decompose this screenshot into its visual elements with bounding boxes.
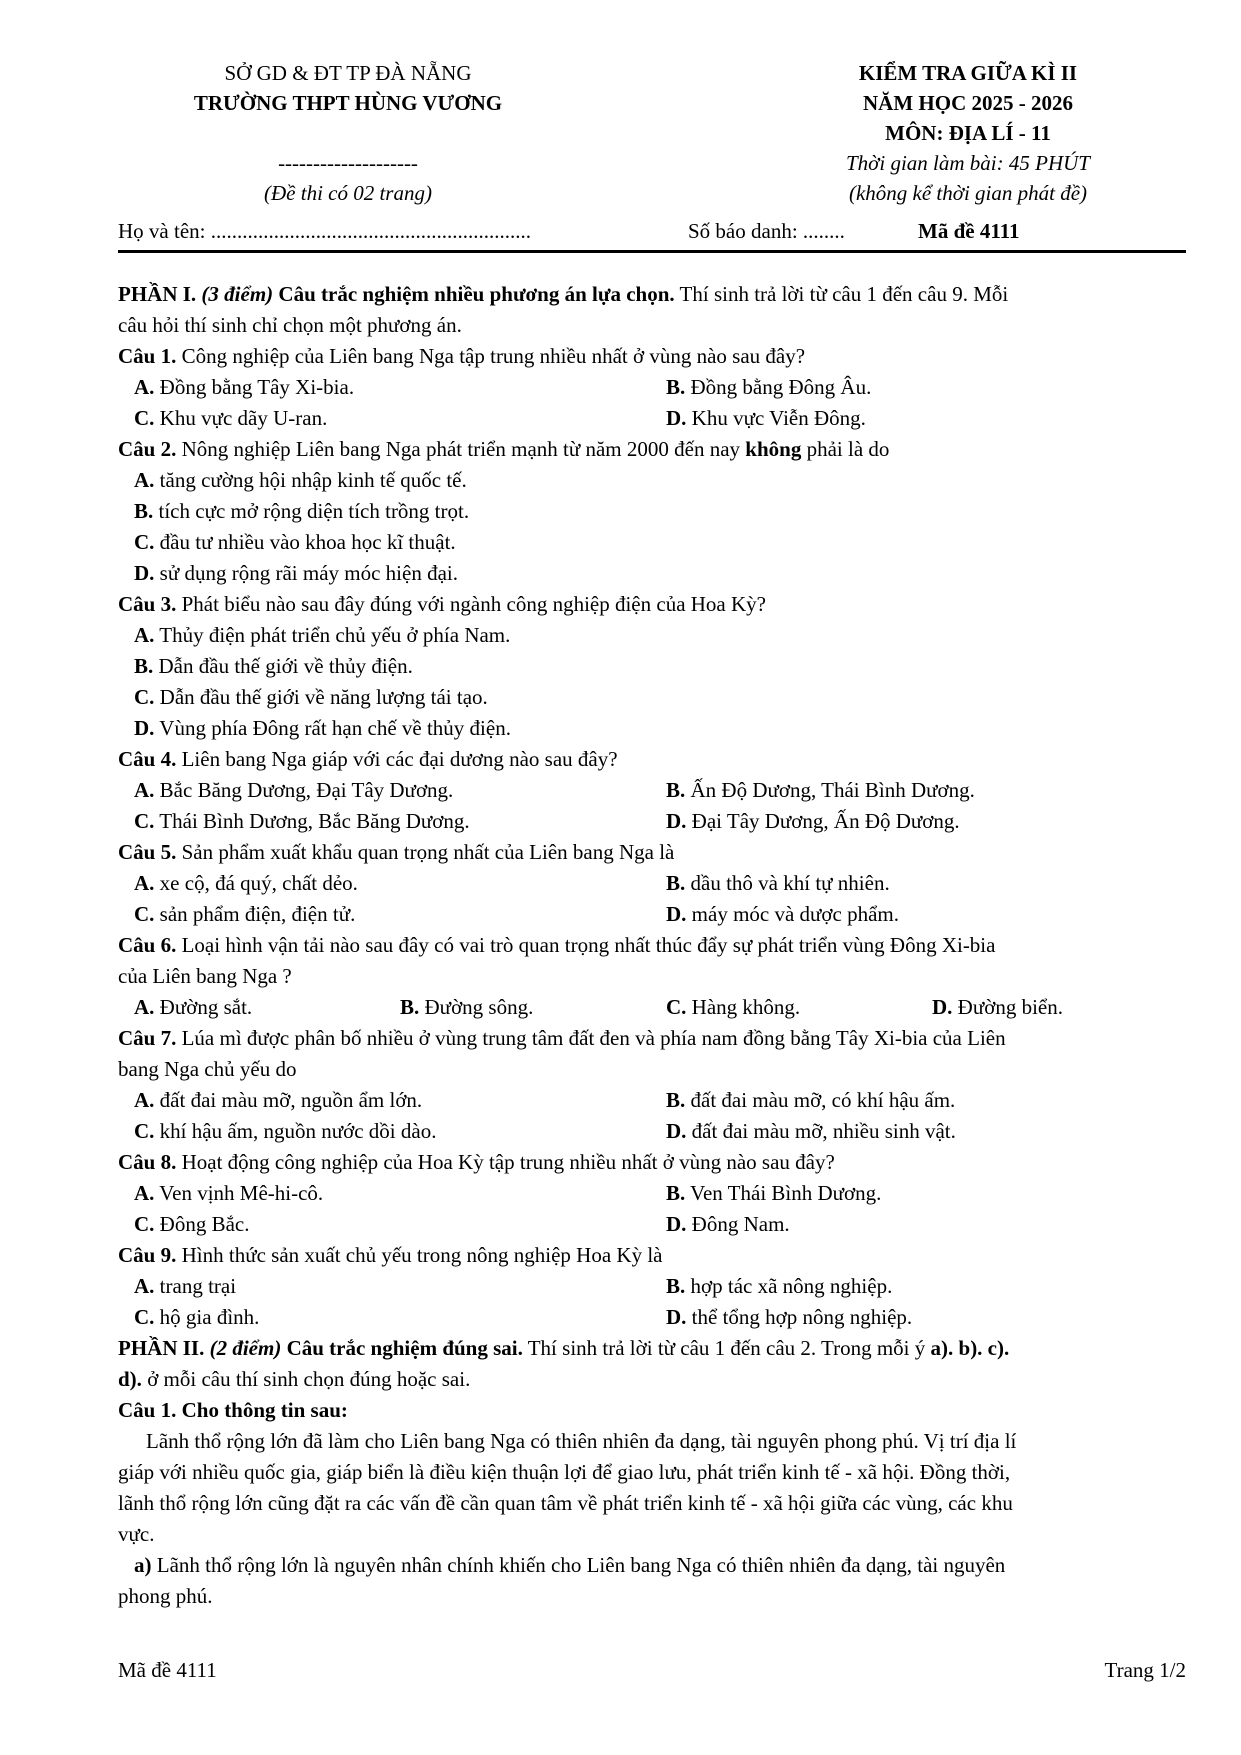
question-text: Hoạt động công nghiệp của Hoa Kỳ tập trung nhiều nhất ở vùng nào sau đây?	[176, 1150, 835, 1174]
option-a[interactable]: A. Bắc Băng Dương, Đại Tây Dương.	[134, 778, 454, 802]
part1-points: (3 điểm)	[201, 282, 274, 306]
options-row	[118, 1271, 1186, 1302]
options-row	[118, 1178, 1186, 1209]
option-a[interactable]: A. đất đai màu mỡ, nguồn ẩm lớn.	[134, 1088, 423, 1112]
part1-title: PHẦN I.	[118, 282, 197, 306]
question-9	[118, 1240, 1186, 1271]
duration: Thời gian làm bài: 45 PHÚT	[846, 151, 1090, 175]
candidate-number-field: Số báo danh: ........	[688, 219, 845, 243]
name-field: Họ và tên: .............................................................	[118, 219, 531, 243]
option-a[interactable]: A. Đồng bằng Tây Xi-bia.	[134, 375, 355, 399]
options-row	[118, 403, 1186, 434]
options-row	[118, 1302, 1186, 1333]
option-b[interactable]: B. hợp tác xã nông nghiệp.	[666, 1274, 893, 1298]
question-label: Câu 1.	[118, 344, 177, 368]
question-label: Câu 4.	[118, 747, 177, 771]
option-a[interactable]: A. Thủy điện phát triển chủ yếu ở phía Nam.	[134, 623, 511, 647]
subject: MÔN: ĐỊA LÍ - 11	[885, 121, 1051, 145]
question-text: Loại hình vận tải nào sau đây có vai trò quan trọng nhất thúc đẩy sự phát triển vùng Đông Xi-bia	[176, 933, 996, 957]
question-label: Câu 2.	[118, 437, 177, 461]
question-text: Lúa mì được phân bố nhiều ở vùng trung tâm đất đen và phía nam đồng bằng Tây Xi-bia của Liên	[176, 1026, 1006, 1050]
option-c[interactable]: C. hộ gia đình.	[134, 1305, 260, 1329]
part2-points: (2 điểm)	[209, 1336, 282, 1360]
exam-header	[118, 58, 1186, 208]
option-d[interactable]: D. sử dụng rộng rãi máy móc hiện đại.	[134, 561, 458, 585]
question-text-cont: bang Nga chủ yếu do	[118, 1057, 297, 1081]
option-d[interactable]: D. Khu vực Viễn Đông.	[666, 406, 866, 430]
question-7	[118, 1023, 1186, 1054]
option-d[interactable]: D. Đại Tây Dương, Ấn Độ Dương.	[666, 809, 960, 833]
passage-line: Lãnh thổ rộng lớn đã làm cho Liên bang Nga có thiên nhiên đa dạng, tài nguyên phong phú. Vị trí địa lí	[146, 1429, 1017, 1453]
option-d[interactable]: D. Vùng phía Đông rất hạn chế về thủy điện.	[134, 716, 511, 740]
options-row	[118, 1116, 1186, 1147]
option-c[interactable]: C. Thái Bình Dương, Bắc Băng Dương.	[134, 809, 470, 833]
part1-heading-text: Câu trắc nghiệm nhiều phương án lựa chọn.	[278, 282, 675, 306]
option-a[interactable]: A. tăng cường hội nhập kinh tế quốc tế.	[134, 468, 467, 492]
question-text-cont: của Liên bang Nga ?	[118, 964, 292, 988]
option-b[interactable]: B. Đường sông.	[400, 995, 534, 1019]
question-2	[118, 434, 1186, 465]
option-c[interactable]: C. Đông Bắc.	[134, 1212, 250, 1236]
option-b[interactable]: B. dầu thô và khí tự nhiên.	[666, 871, 890, 895]
option-d[interactable]: D. đất đai màu mỡ, nhiều sinh vật.	[666, 1119, 956, 1143]
school-name: TRƯỜNG THPT HÙNG VƯƠNG	[193, 91, 503, 115]
part2-heading-text: Câu trắc nghiệm đúng sai.	[286, 1336, 523, 1360]
statement-a[interactable]	[118, 1550, 1186, 1581]
statement-text-cont: phong phú.	[118, 1584, 213, 1608]
option-a[interactable]: A. xe cộ, đá quý, chất dẻo.	[134, 871, 358, 895]
options-row	[118, 868, 1186, 899]
department-name: SỞ GD & ĐT TP ĐÀ NẴNG	[224, 61, 472, 85]
option-a[interactable]: A. trang trại	[134, 1274, 237, 1298]
part2-title: PHẦN II.	[118, 1336, 205, 1360]
options-row	[118, 1085, 1186, 1116]
option-d[interactable]: D. Đông Nam.	[666, 1212, 790, 1236]
exam-page	[118, 58, 1186, 1612]
option-b[interactable]: B. tích cực mở rộng diện tích trồng trọt.	[134, 499, 470, 523]
option-d[interactable]: D. thể tổng hợp nông nghiệp.	[666, 1305, 913, 1329]
option-c[interactable]: C. sản phẩm điện, điện tử.	[134, 902, 356, 926]
question-label: Câu 5.	[118, 840, 177, 864]
option-b[interactable]: B. Ven Thái Bình Dương.	[666, 1181, 882, 1205]
statement-text: Lãnh thổ rộng lớn là nguyên nhân chính khiến cho Liên bang Nga có thiên nhiên đa dạng, tài nguyên	[151, 1553, 1006, 1577]
candidate-info-line	[118, 216, 1186, 253]
option-b[interactable]: B. đất đai màu mỡ, có khí hậu ấm.	[666, 1088, 956, 1112]
question-label: Câu 6.	[118, 933, 177, 957]
option-d[interactable]: D. máy móc và dược phẩm.	[666, 902, 900, 926]
question-text: Hình thức sản xuất chủ yếu trong nông nghiệp Hoa Kỳ là	[176, 1243, 663, 1267]
question-emphasis: không	[745, 437, 802, 461]
options-row	[118, 372, 1186, 403]
question-text: Phát biểu nào sau đây đúng với ngành công nghiệp điện của Hoa Kỳ?	[176, 592, 766, 616]
question-text-end: phải là do	[801, 437, 890, 461]
part2-question-1-heading: Câu 1. Cho thông tin sau:	[118, 1398, 348, 1422]
options-row	[118, 775, 1186, 806]
part2-instruction-bold-2: d).	[118, 1367, 142, 1391]
option-c[interactable]: C. Dẫn đầu thế giới về năng lượng tái tạo.	[134, 685, 488, 709]
header-right	[728, 58, 1208, 208]
question-6	[118, 930, 1186, 961]
options-row	[118, 899, 1186, 930]
part2-instruction-bold: a). b). c).	[930, 1336, 1010, 1360]
option-b[interactable]: B. Dẫn đầu thế giới về thủy điện.	[134, 654, 413, 678]
header-dashes: --------------------	[278, 151, 418, 175]
option-b[interactable]: B. Ấn Độ Dương, Thái Bình Dương.	[666, 778, 975, 802]
option-c[interactable]: C. Khu vực dãy U-ran.	[134, 406, 328, 430]
question-text: Sản phẩm xuất khẩu quan trọng nhất của Liên bang Nga là	[176, 840, 675, 864]
part2-instruction-2	[118, 1364, 1186, 1395]
options-row	[118, 992, 1186, 1023]
options-row	[118, 806, 1186, 837]
part1-heading	[118, 279, 1186, 310]
footer-exam-code: Mã đề 4111	[118, 1658, 217, 1682]
part2-instruction: Thí sinh trả lời từ câu 1 đến câu 2. Trong mỗi ý	[522, 1336, 931, 1360]
question-text: Nông nghiệp Liên bang Nga phát triển mạnh từ năm 2000 đến nay	[176, 437, 746, 461]
passage-line: vực.	[118, 1522, 155, 1546]
option-c[interactable]: C. đầu tư nhiều vào khoa học kĩ thuật.	[134, 530, 456, 554]
option-c[interactable]: C. Hàng không.	[666, 995, 801, 1019]
question-label: Câu 3.	[118, 592, 177, 616]
question-8	[118, 1147, 1186, 1178]
part2-heading	[118, 1333, 1186, 1364]
question-4	[118, 744, 1186, 775]
exam-title: KIỂM TRA GIỮA KÌ II	[858, 61, 1078, 85]
option-a[interactable]: A. Đường sắt.	[134, 995, 253, 1019]
part1-instruction-2: câu hỏi thí sinh chỉ chọn một phương án.	[118, 313, 462, 337]
option-b[interactable]: B. Đồng bằng Đông Âu.	[666, 375, 872, 399]
option-c[interactable]: C. khí hậu ấm, nguồn nước dồi dào.	[134, 1119, 437, 1143]
part1-instruction: Thí sinh trả lời từ câu 1 đến câu 9. Mỗi	[674, 282, 1009, 306]
question-5	[118, 837, 1186, 868]
passage-line: giáp với nhiều quốc gia, giáp biển là điều kiện thuận lợi để giao lưu, phát triển kinh tế - xã hội. Đồng thời,	[118, 1460, 1011, 1484]
question-label: Câu 8.	[118, 1150, 177, 1174]
question-label: Câu 7.	[118, 1026, 177, 1050]
question-1	[118, 341, 1186, 372]
passage-line: lãnh thổ rộng lớn cũng đặt ra các vấn đề cần quan tâm về phát triển kinh tế - xã hội giữa các vùng, các khu	[118, 1491, 1013, 1515]
footer-page-number: Trang 1/2	[1104, 1658, 1186, 1682]
question-text: Công nghiệp của Liên bang Nga tập trung nhiều nhất ở vùng nào sau đây?	[176, 344, 806, 368]
options-row	[118, 1209, 1186, 1240]
pages-note: (Đề thi có 02 trang)	[264, 181, 432, 205]
school-year: NĂM HỌC 2025 - 2026	[863, 91, 1073, 115]
option-d[interactable]: D. Đường biển.	[932, 995, 1063, 1019]
statement-label: a)	[134, 1553, 152, 1577]
option-a[interactable]: A. Ven vịnh Mê-hi-cô.	[134, 1181, 324, 1205]
question-text: Liên bang Nga giáp với các đại dương nào sau đây?	[176, 747, 618, 771]
question-label: Câu 9.	[118, 1243, 177, 1267]
part2-instruction-text-2: ở mỗi câu thí sinh chọn đúng hoặc sai.	[141, 1367, 471, 1391]
exam-code: Mã đề 4111	[918, 219, 1020, 243]
duration-note: (không kể thời gian phát đề)	[848, 181, 1088, 205]
question-3	[118, 589, 1186, 620]
header-left	[158, 58, 538, 208]
exam-content	[118, 279, 1186, 1612]
